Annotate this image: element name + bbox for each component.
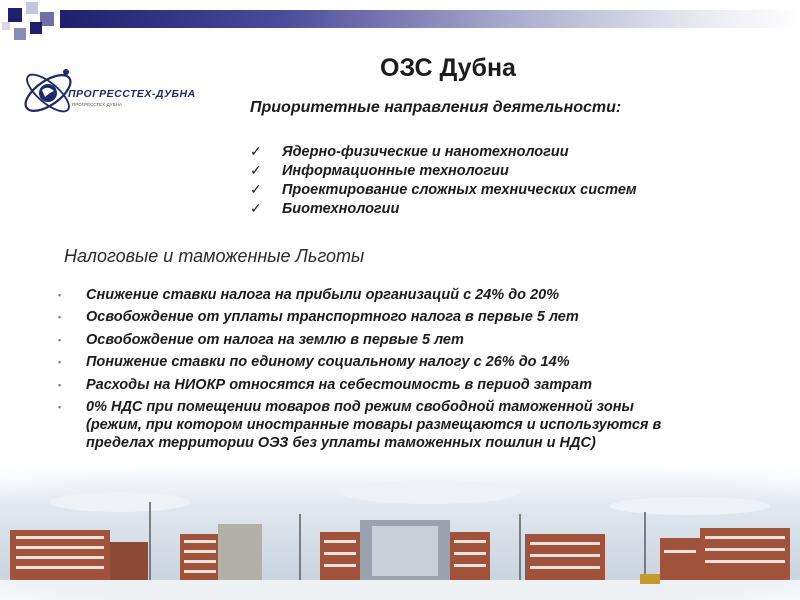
logo-subtitle: ПРОГРЕССТЕХ-ДУБНА [72,102,122,107]
list-item [58,353,748,371]
deco-square [14,28,26,40]
benefit-text: Расходы на НИОКР относятся на себестоимость в период затрат [86,376,592,393]
list-item [58,331,748,349]
priority-text: Проектирование сложных технических систем [282,181,637,198]
list-item [250,199,637,218]
bullet-dot-icon: • [58,312,62,323]
deco-square [40,12,54,26]
page-title: ОЗС Дубна [380,54,516,82]
benefit-text: Снижение ставки налога на прибыли организаций с 24% до 20% [86,287,560,303]
priorities-heading: Приоритетные направления деятельности: [250,99,622,116]
benefit-text: Понижение ставки по единому социальному налогу с 26% до 14% [86,354,570,371]
company-logo [18,58,198,128]
list-item [58,308,748,326]
bullet-dot-icon: • [58,379,62,390]
checkmark-icon: ✓ [250,143,262,159]
buildings-photo [0,462,800,600]
header-gradient-bar [60,10,800,28]
benefit-text: 0% НДС при помещении товаров под режим свободной таможенной зоны (режим, при котором иностранные товары размещаются и используются в пределах территории ОЭЗ без уплаты таможенных пошлин и НДС) [86,398,662,451]
priorities-list [250,142,637,218]
bullet-dot-icon: • [58,334,62,345]
list-item [58,376,748,394]
checkmark-icon: ✓ [250,162,262,178]
bullet-dot-icon: • [58,401,62,412]
benefits-heading: Налоговые и таможенные Льготы [64,246,365,266]
checkmark-icon: ✓ [250,181,262,197]
deco-square [26,2,38,14]
bullet-dot-icon: • [58,290,62,300]
deco-square [2,22,10,30]
list-item [58,286,748,304]
deco-square [30,22,42,34]
priority-text: Информационные технологии [282,162,509,179]
deco-square [8,8,22,22]
priority-text: Биотехнологии [282,200,400,217]
list-item [250,142,637,161]
top-decoration [0,0,800,48]
checkmark-icon: ✓ [250,200,262,216]
logo-name: ПРОГРЕССТЕХ-ДУБНА [68,88,196,100]
benefits-list [58,286,748,456]
benefit-text: Освобождение от налога на землю в первые 5 лет [86,331,464,348]
list-item [250,180,637,199]
bullet-dot-icon: • [58,357,62,368]
priority-text: Ядерно-физические и нанотехнологии [282,143,569,160]
list-item [250,161,637,180]
list-item [58,398,748,452]
benefit-text: Освобождение от уплаты транспортного налога в первые 5 лет [86,309,579,326]
